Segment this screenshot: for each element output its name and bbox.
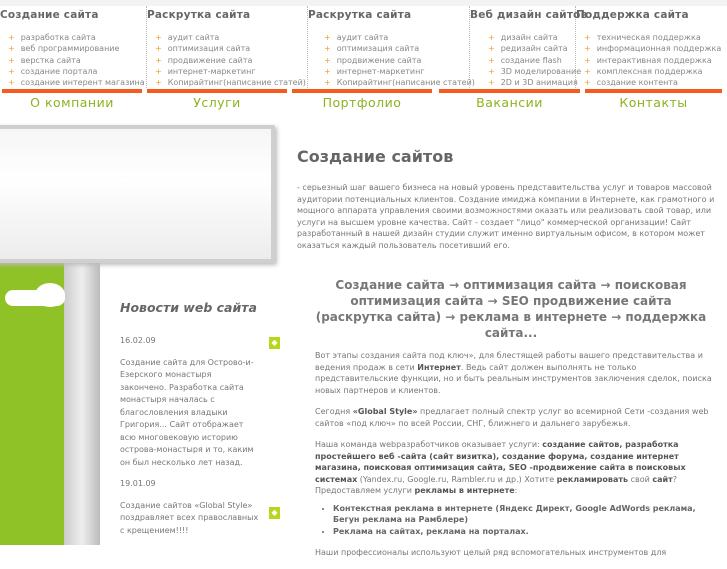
nav-vacancies[interactable]: Вакансии	[476, 95, 543, 110]
paragraph-stages	[315, 350, 715, 396]
nav-bar-accent	[585, 89, 722, 93]
bullet-icon: +	[584, 44, 591, 54]
news-text: Создание сайтов «Global Style» поздравляет всех православных с крещением!!!!	[120, 500, 259, 535]
nav-services[interactable]: Услуги	[193, 95, 241, 110]
nav-bar-accent	[292, 89, 432, 93]
text: . Ведь сайт должен выполнять не только представительские функции, но и быть реальным инструментов заключения сделок, поиска новых партнеров и клиентов.	[315, 362, 712, 395]
intro-text: - серьезный шаг вашего бизнеса на новый уровень представительства услуг и товаров массовой аудитории потенциальных клиентов. Создание имиджа компании в Интернете, как грамотного и мощного аппарата управления своими возможностями оказать или реализовать свой товар, или услуги на высшем уровне качества. Сайт - создает "лицо" коммерческой организации! Сайт разработанный в нашей дизайн студии служит именно виртуальным офисом, в котором может оказаться каждый пользователь посетивший его.	[297, 183, 715, 250]
menu-item[interactable]	[324, 32, 469, 43]
menu-column-title[interactable]: Раскрутка сайта	[147, 9, 251, 21]
nav-bar-accent	[2, 89, 142, 93]
bullet-icon: +	[8, 33, 15, 42]
menu-column	[576, 6, 727, 88]
bullet-icon: +	[155, 66, 162, 76]
menu-item-label: создание flash	[500, 55, 562, 65]
menu-column	[0, 6, 147, 88]
bullet-icon: +	[8, 44, 15, 54]
menu-item-label: создание контента	[596, 78, 678, 88]
news-text: Создание сайта для Острово-и-Езерского монастыря закончено. Разработка сайта монастыря началась с благословления владыки Григория... Сайт отображает всю многовековую историю острова-монастыря и то, каким он был несколько лет назад.	[120, 357, 254, 467]
bullet-icon: +	[488, 44, 495, 54]
menu-list	[488, 32, 582, 88]
text-bold: рекламы в интернете	[414, 486, 515, 495]
bullet-icon: +	[488, 78, 495, 88]
news-date: 16.02.09	[120, 336, 156, 345]
menu-item-label: информационная поддержка	[596, 44, 722, 54]
text-bold: рекламировать	[556, 474, 629, 484]
bullet-icon: +	[324, 44, 331, 54]
cloud-icon	[35, 283, 65, 307]
news-more-icon[interactable]: ◆	[269, 507, 280, 519]
menu-item-label: создание интерент магазина	[20, 78, 145, 88]
menu-item[interactable]	[324, 43, 469, 54]
menu-item-label: создание портала	[20, 66, 98, 76]
menu-item-label: Копирайтинг(написание статей)	[336, 78, 475, 88]
ads-list	[333, 503, 715, 538]
menu-item-label: комплексная поддержка	[596, 66, 703, 76]
news-section	[120, 300, 285, 537]
text: (Yandex.ru, Google.ru, Rambler.ru и др.) Хотите	[357, 474, 557, 484]
menu-item[interactable]	[155, 32, 307, 43]
bullet-icon: +	[8, 55, 15, 65]
menu-item[interactable]	[155, 77, 307, 88]
page-title: Создание сайтов	[297, 147, 454, 166]
menu-item-label: редизайн сайта	[500, 44, 568, 54]
menu-item-label: продвижение сайта	[167, 55, 253, 65]
menu-item[interactable]	[8, 32, 146, 43]
menu-item[interactable]	[488, 55, 575, 66]
text: предлагает полный спектр услуг во всемирной Сети -создания web сайтов «под ключ» по всей России, СНГ, ближнего и дальнего зарубежья.	[315, 407, 709, 428]
bullet-icon: +	[488, 33, 495, 42]
text: Наша команда webразработчиков оказывает услуги:	[315, 440, 543, 449]
menu-item[interactable]	[584, 66, 727, 77]
bullet-icon: +	[8, 78, 15, 88]
menu-column-title[interactable]: Веб дизайн сайтов	[470, 9, 588, 21]
bullet-icon: +	[488, 66, 495, 76]
text: ? Предоставляем услуги	[315, 474, 677, 495]
bullet-icon: +	[155, 78, 162, 88]
bullet-icon: +	[324, 66, 331, 76]
menu-item-label: дизайн сайта	[500, 33, 558, 42]
bullet-icon: +	[584, 33, 591, 42]
news-more-icon[interactable]: ◆	[269, 337, 280, 349]
nav-about[interactable]: О компании	[30, 95, 114, 110]
main-body	[315, 350, 715, 569]
nav-portfolio[interactable]: Портфолио	[322, 95, 402, 110]
menu-item[interactable]	[8, 66, 146, 77]
text-bold: создание сайтов, разработка простейшего веб -сайта (сайт визитка), создание форума, создание интернет магазина, поисковая оптимизация сайта, SEO -продвижение сайта в поисковых системах	[315, 440, 686, 484]
bullet-icon: +	[324, 55, 331, 65]
menu-column	[147, 6, 308, 88]
menu-item[interactable]	[488, 66, 582, 77]
menu-item-label: 3D моделирование	[500, 66, 582, 76]
menu-item[interactable]	[155, 66, 307, 77]
nav-bar-accent	[439, 89, 580, 93]
text: Вот этапы создания сайта под ключ», для блестящей работы вашего представительства и ведения продаж в сети	[315, 351, 703, 372]
menu-item[interactable]	[155, 43, 307, 54]
nav-contacts[interactable]: Контакты	[619, 95, 688, 110]
menu-item[interactable]	[584, 77, 727, 88]
menu-item-label: Копирайтинг(написание статей)	[167, 78, 306, 88]
menu-item[interactable]	[488, 43, 575, 54]
menu-item-label: разработка сайта	[20, 33, 96, 42]
menu-item-label: оптимизация сайта	[167, 44, 251, 54]
bullet-icon: +	[155, 33, 162, 42]
text-bold: «Global Style»	[352, 407, 418, 416]
menu-item-label: интерактивная поддержка	[596, 55, 712, 65]
text-bold: сайт	[652, 474, 673, 484]
menu-item-label: оптимизация сайта	[336, 44, 420, 54]
menu-item-label: веб программирование	[20, 44, 120, 54]
paragraph-services	[315, 439, 715, 497]
list-item: • Реклама на сайтах, реклама на порталах.	[333, 526, 715, 538]
menu-list	[155, 32, 307, 88]
menu-column-title[interactable]: Раскрутка сайта	[308, 9, 412, 21]
menu-item-label: техническая поддержка	[596, 33, 701, 42]
bullet-icon: +	[8, 66, 15, 76]
bullet-icon: +	[324, 33, 331, 42]
menu-item-label: интернет-маркетинг	[167, 66, 256, 76]
intro-section	[297, 147, 722, 251]
menu-list	[324, 32, 475, 88]
nav-bar-accent	[147, 89, 287, 93]
news-title: Новости web сайта	[120, 300, 257, 315]
menu-item-label: аудит сайта	[167, 33, 220, 42]
billboard-pole	[64, 263, 100, 545]
text: :	[514, 486, 518, 495]
menu-item[interactable]	[488, 32, 575, 43]
menu-item[interactable]	[584, 32, 727, 43]
menu-column	[308, 6, 475, 88]
menu-item[interactable]	[488, 77, 578, 88]
menu-item[interactable]	[8, 77, 146, 88]
bullet-icon: +	[488, 55, 495, 65]
paragraph-tools: Наши профессионалы используют целый ряд вспомогательных инструментов для	[315, 548, 667, 557]
menu-item[interactable]	[324, 55, 469, 66]
bullet-icon: +	[584, 66, 591, 76]
menu-column	[470, 6, 588, 88]
menu-item[interactable]	[324, 77, 475, 88]
paragraph-company	[315, 406, 715, 429]
menu-item-label: аудит сайта	[336, 33, 389, 42]
menu-list	[584, 32, 727, 88]
bullet-icon: +	[584, 78, 591, 88]
menu-item[interactable]	[584, 43, 727, 54]
menu-column-title[interactable]: Создание сайта	[0, 9, 99, 21]
menu-list	[8, 32, 146, 88]
menu-item[interactable]	[584, 55, 727, 66]
bullet-icon: +	[324, 78, 331, 88]
text: Сегодня	[315, 407, 353, 416]
menu-item[interactable]	[155, 55, 307, 66]
menu-item[interactable]	[324, 66, 469, 77]
menu-item[interactable]	[8, 43, 146, 54]
menu-item-label: продвижение сайта	[336, 55, 422, 65]
text-bold: Интернет	[417, 362, 461, 372]
menu-item-label: 2D и 3D анимация	[500, 78, 578, 88]
menu-column-title[interactable]: Поддержка сайта	[576, 9, 689, 21]
menu-item[interactable]	[8, 55, 146, 66]
list-item: • Контекстная реклама в интернете (Яндекс Директ, Google AdWords реклама, Бегун реклама на Рамблере)	[333, 503, 715, 526]
billboard-image	[0, 125, 275, 263]
bullet-icon: +	[155, 55, 162, 65]
bullet-icon: +	[584, 55, 591, 65]
news-date: 19.01.09	[120, 479, 156, 488]
menu-item-label: интернет-маркетинг	[336, 66, 425, 76]
menu-item-label: верстка сайта	[20, 55, 81, 65]
text: свой	[628, 474, 653, 484]
slogan: Создание сайта → оптимизация сайта → поисковая оптимизация сайта → SEO продвижение сайта (раскрутка сайта) → реклама в интернете → поддержка сайта...	[315, 278, 707, 340]
bullet-icon: +	[155, 44, 162, 54]
